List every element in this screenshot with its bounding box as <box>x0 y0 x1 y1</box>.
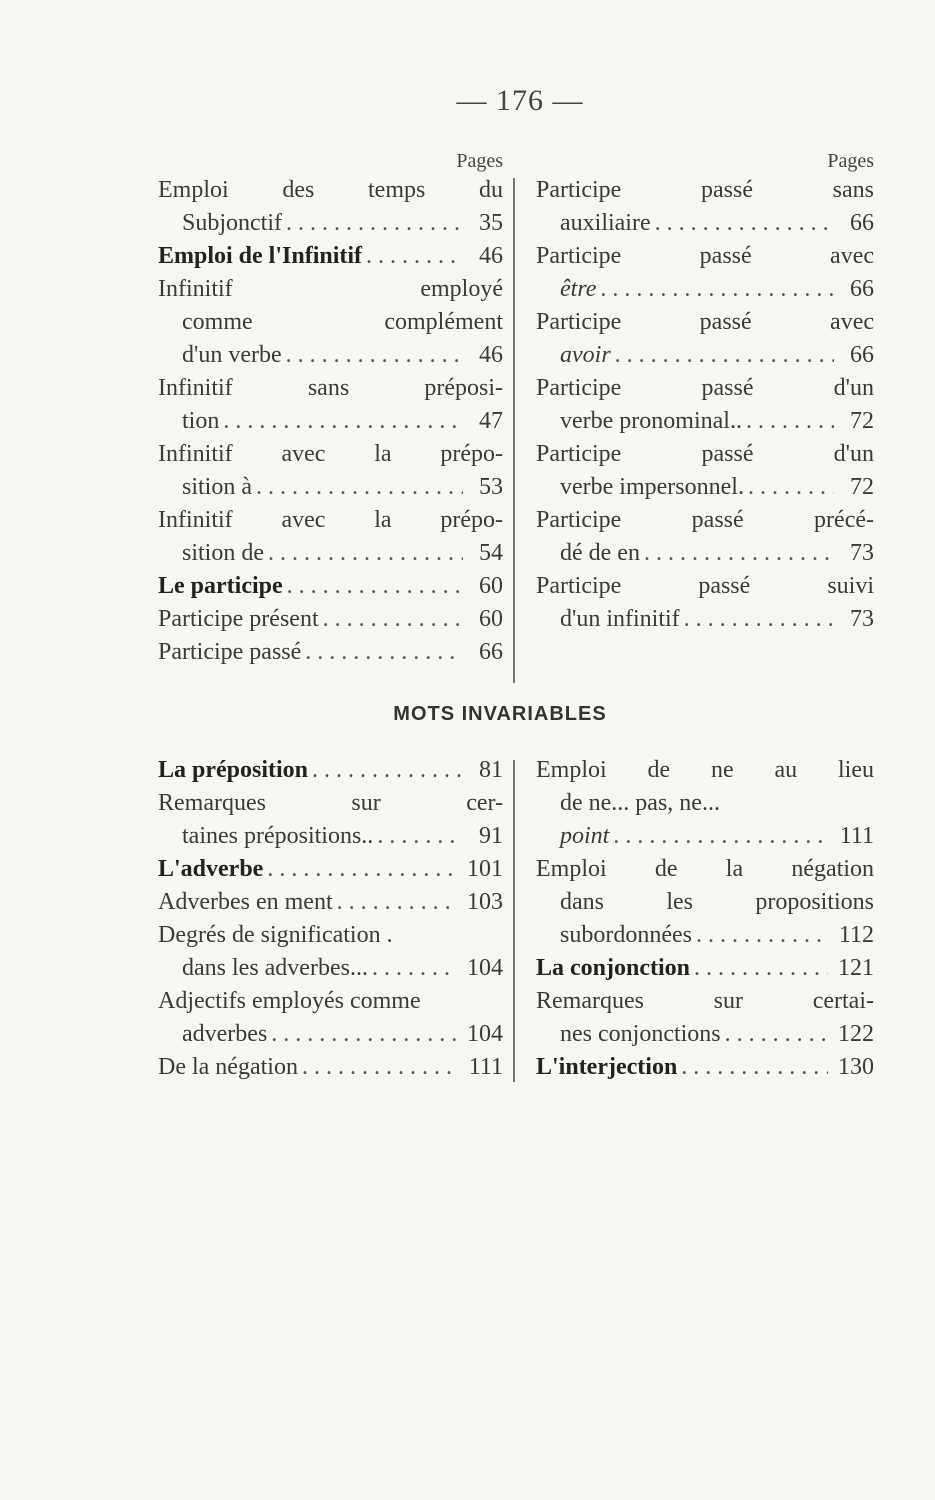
toc-entry-page: 103 <box>467 889 503 915</box>
toc-entry <box>536 1018 874 1051</box>
toc-entry-title: avoir <box>560 342 611 368</box>
toc-entry <box>158 570 503 603</box>
dot-leader <box>609 820 829 853</box>
toc-entry <box>158 919 503 952</box>
dot-leader <box>677 1051 828 1084</box>
toc-entry-title: comme complément <box>182 309 503 335</box>
toc-entry-title: Adverbes en ment <box>158 889 333 915</box>
toc-entry <box>158 603 503 636</box>
toc-right-column-2 <box>536 754 874 1084</box>
toc-entry-title: Emploi des temps du <box>158 177 503 203</box>
toc-entry-page: 73 <box>850 540 874 566</box>
toc-entry-title: Infinitif avec la prépo- <box>158 507 503 533</box>
toc-entry <box>158 853 503 886</box>
toc-entry-page: 91 <box>479 823 503 849</box>
dot-leader <box>319 603 463 636</box>
toc-entry <box>158 306 503 339</box>
toc-entry <box>158 471 503 504</box>
toc-left-column-1 <box>158 148 503 669</box>
toc-entry-title: Emploi de la négation <box>536 856 874 882</box>
toc-entry <box>536 603 874 636</box>
toc-entry <box>158 787 503 820</box>
dot-leader <box>690 952 828 985</box>
toc-entry-title: Participe passé d'un <box>536 375 874 401</box>
toc-entry-title: point <box>560 823 610 849</box>
toc-entry-page: 47 <box>479 408 503 434</box>
toc-entry <box>158 636 503 669</box>
toc-entry <box>158 886 503 919</box>
toc-entry <box>536 504 874 537</box>
toc-entry-title: dé de en <box>560 540 640 566</box>
toc-entry <box>536 372 874 405</box>
dot-leader <box>308 754 463 787</box>
dot-leader <box>298 1051 459 1084</box>
toc-entry-title: Infinitif employé <box>158 276 503 302</box>
toc-entry-title: Subjonctif <box>182 210 282 236</box>
toc-entry-page: 53 <box>479 474 503 500</box>
toc-entry-title: Degrés de signification . <box>158 922 393 948</box>
toc-entry <box>536 853 874 886</box>
toc-entry-page: 104 <box>467 1021 503 1047</box>
toc-entry-title: La conjonction <box>536 955 691 981</box>
toc-entry-page: 66 <box>850 276 874 302</box>
toc-right-column-1 <box>536 148 874 636</box>
dot-leader <box>252 471 463 504</box>
dot-leader <box>651 207 834 240</box>
dot-leader <box>744 471 834 504</box>
toc-entry-title: auxiliaire <box>560 210 651 236</box>
toc-entry-title: Participe passé sans <box>536 177 874 203</box>
dot-leader <box>611 339 834 372</box>
toc-entry <box>536 886 874 919</box>
toc-entry <box>536 1051 874 1084</box>
dot-leader <box>721 1018 828 1051</box>
pages-label: Pages <box>827 150 874 172</box>
toc-entry-title: dans les propositions <box>560 889 874 915</box>
toc-entry <box>536 306 874 339</box>
dot-leader <box>282 339 463 372</box>
dot-leader <box>742 405 834 438</box>
toc-entry <box>158 240 503 273</box>
toc-entry <box>158 504 503 537</box>
toc-entry-title: d'un verbe <box>182 342 282 368</box>
toc-entry-title: taines prépositions.. <box>182 823 374 849</box>
toc-entry-title: nes conjonctions <box>560 1021 721 1047</box>
dot-leader <box>680 603 834 636</box>
toc-entry <box>536 952 874 985</box>
toc-entry <box>536 273 874 306</box>
toc-entry-page: 72 <box>850 474 874 500</box>
toc-entry <box>158 537 503 570</box>
toc-entry-page: 46 <box>479 342 503 368</box>
toc-entry <box>536 207 874 240</box>
toc-entry <box>536 405 874 438</box>
dot-leader <box>267 1018 457 1051</box>
toc-entry-title: dans les adverbes... <box>182 955 368 981</box>
toc-entry <box>158 820 503 853</box>
toc-entry-title: Remarques sur certai- <box>536 988 874 1014</box>
toc-entry-title: Le participe <box>158 573 283 599</box>
toc-entry <box>158 174 503 207</box>
column-divider <box>513 178 515 683</box>
toc-entry-page: 54 <box>479 540 503 566</box>
dot-leader <box>362 240 463 273</box>
pages-label: Pages <box>456 150 503 172</box>
toc-entry-page: 60 <box>479 606 503 632</box>
toc-entry-title: sition à <box>182 474 252 500</box>
toc-entry <box>536 339 874 372</box>
toc-entry <box>158 754 503 787</box>
dot-leader <box>301 636 463 669</box>
dot-leader <box>368 952 457 985</box>
toc-entry-page: 72 <box>850 408 874 434</box>
toc-entry-page: 101 <box>467 856 503 882</box>
toc-entry <box>158 405 503 438</box>
toc-entry-title: Participe présent <box>158 606 319 632</box>
toc-entry-title: Emploi de l'Infinitif <box>158 243 363 269</box>
toc-entry-page: 66 <box>850 210 874 236</box>
toc-entry <box>158 339 503 372</box>
toc-entry <box>536 240 874 273</box>
toc-entry <box>158 438 503 471</box>
dot-leader <box>640 537 834 570</box>
toc-entry <box>158 273 503 306</box>
page-number: — 176 — <box>456 84 584 117</box>
toc-entry <box>536 919 874 952</box>
column-divider <box>513 760 515 1082</box>
toc-entry-page: 104 <box>467 955 503 981</box>
toc-entry-title: Participe passé précé- <box>536 507 874 533</box>
dot-leader <box>219 405 463 438</box>
toc-entry-page: 111 <box>839 823 874 849</box>
dot-leader <box>692 919 829 952</box>
toc-entry-title: tion <box>182 408 220 434</box>
toc-entry-title: L'interjection <box>536 1054 678 1080</box>
toc-entry-title: d'un infinitif <box>560 606 680 632</box>
toc-entry-title: Participe passé avec <box>536 243 874 269</box>
toc-entry-title: verbe impersonnel. <box>560 474 744 500</box>
dot-leader <box>263 853 457 886</box>
toc-entry <box>536 820 874 853</box>
toc-entry-page: 130 <box>838 1054 874 1080</box>
toc-entry-title: adverbes <box>182 1021 268 1047</box>
dot-leader <box>596 273 834 306</box>
toc-entry-title: Participe passé suivi <box>536 573 874 599</box>
toc-entry-page: 46 <box>479 243 503 269</box>
toc-entry-title: L'adverbe <box>158 856 264 882</box>
toc-entry-page: 122 <box>838 1021 874 1047</box>
toc-entry-page: 81 <box>479 757 503 783</box>
toc-entry <box>536 754 874 787</box>
toc-entry <box>158 952 503 985</box>
toc-entry-page: 73 <box>850 606 874 632</box>
toc-entry-title: sition de <box>182 540 264 566</box>
toc-entry-title: Adjectifs employés comme <box>158 988 421 1014</box>
toc-entry <box>536 174 874 207</box>
toc-entry <box>536 471 874 504</box>
toc-entry-title: Emploi de ne au lieu <box>536 757 874 783</box>
toc-left-column-2 <box>158 754 503 1084</box>
toc-entry-page: 66 <box>479 639 503 665</box>
toc-entry <box>536 787 874 820</box>
toc-entry <box>536 570 874 603</box>
toc-entry-page: 35 <box>479 210 503 236</box>
dot-leader <box>264 537 463 570</box>
toc-entry <box>158 985 503 1018</box>
toc-entry-title: Infinitif avec la prépo- <box>158 441 503 467</box>
toc-entry <box>158 1018 503 1051</box>
toc-entry-page: 66 <box>850 342 874 368</box>
dot-leader <box>373 820 463 853</box>
section-heading: MOTS INVARIABLES <box>393 703 607 725</box>
toc-entry-title: Infinitif sans préposi- <box>158 375 503 401</box>
toc-entry-title: De la négation <box>158 1054 298 1080</box>
toc-entry-title: Participe passé avec <box>536 309 874 335</box>
toc-entry <box>536 537 874 570</box>
toc-entry-title: être <box>560 276 597 302</box>
toc-entry-title: Participe passé d'un <box>536 441 874 467</box>
toc-entry-title: La préposition <box>158 757 309 783</box>
toc-entry-page: 111 <box>468 1054 503 1080</box>
toc-entry-title: subordonnées <box>560 922 692 948</box>
dot-leader <box>283 570 463 603</box>
toc-entry-title: de ne... pas, ne... <box>560 790 720 816</box>
toc-entry-page: 60 <box>479 573 503 599</box>
toc-entry <box>158 372 503 405</box>
toc-entry <box>536 438 874 471</box>
dot-leader <box>333 886 457 919</box>
toc-entry-title: verbe pronominal.. <box>560 408 742 434</box>
toc-entry <box>158 207 503 240</box>
toc-entry <box>158 1051 503 1084</box>
dot-leader <box>282 207 463 240</box>
toc-entry <box>536 985 874 1018</box>
toc-entry-page: 112 <box>838 922 874 948</box>
toc-entry-title: Remarques sur cer- <box>158 790 503 816</box>
toc-entry-title: Participe passé <box>158 639 302 665</box>
toc-entry-page: 121 <box>838 955 874 981</box>
